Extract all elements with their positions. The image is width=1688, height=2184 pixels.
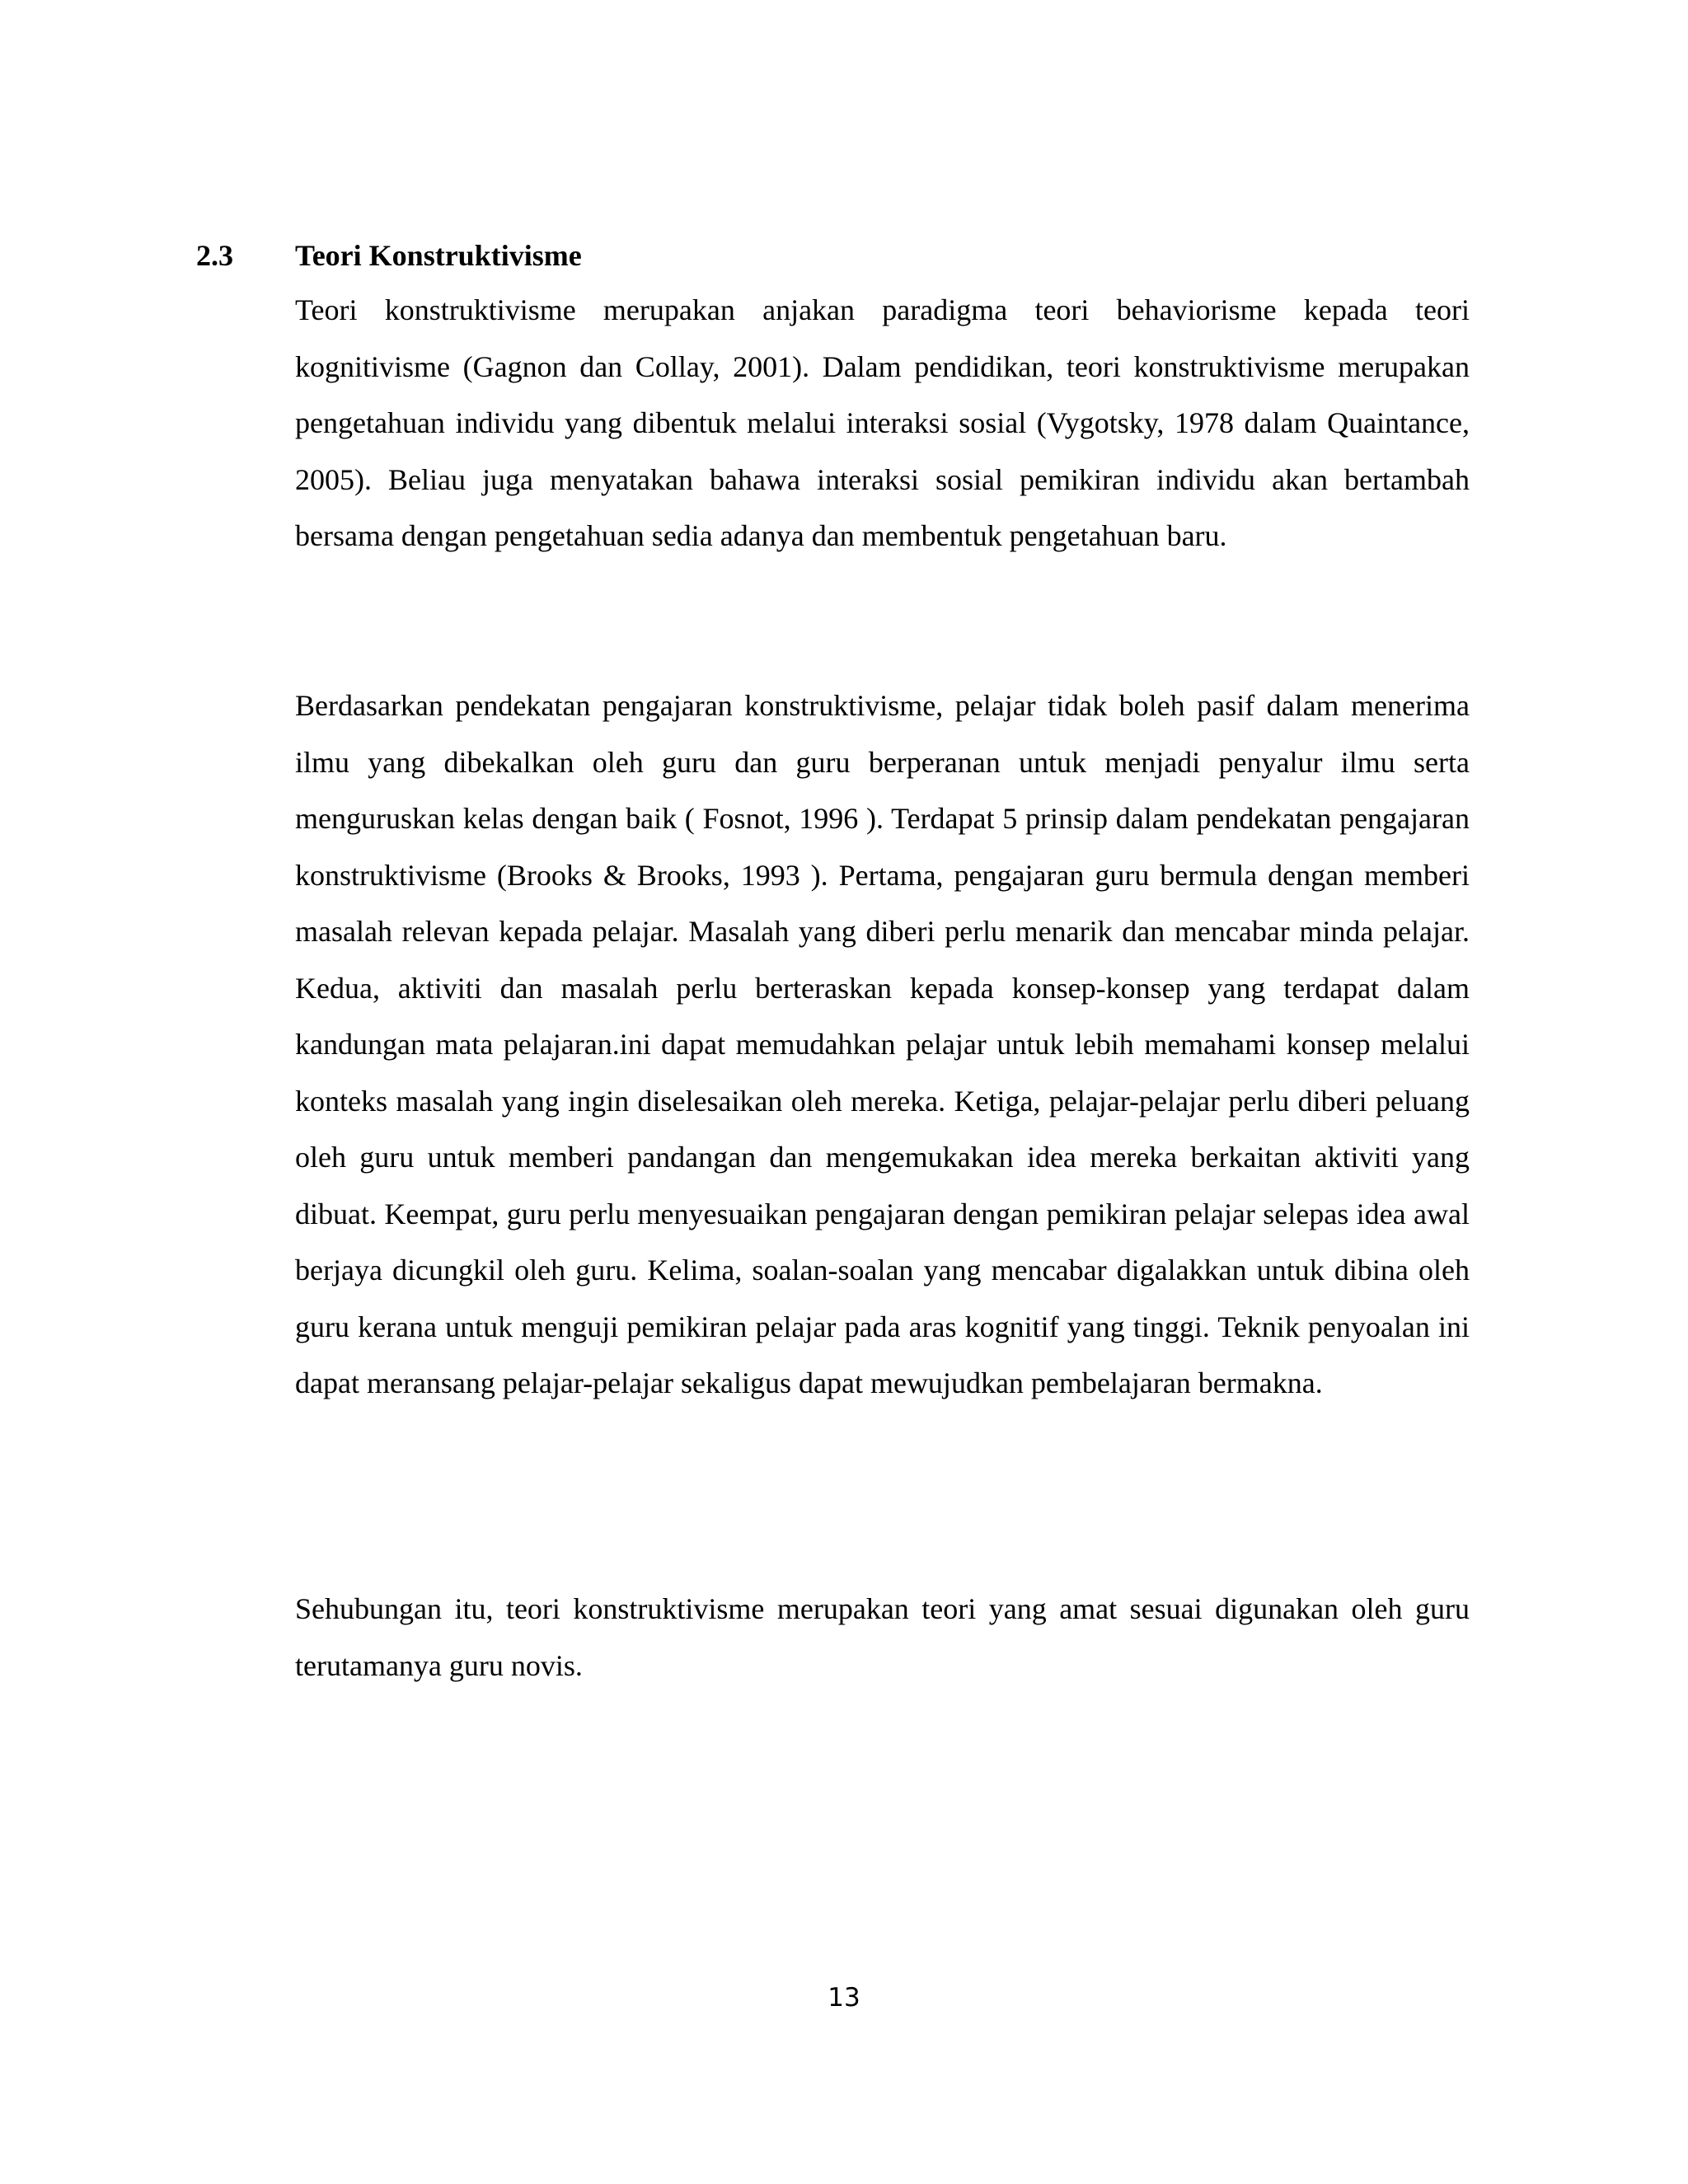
section-heading <box>196 236 582 275</box>
paragraph-1: Teori konstruktivisme merupakan anjakan paradigma teori behaviorisme kepada teori kognitivisme (Gagnon dan Collay, 2001). Dalam pendidikan, teori konstruktivisme merupakan pengetahuan individu yang dibentuk melalui interaksi sosial (Vygotsky, 1978 dalam Quaintance, 2005). Beliau juga menyatakan bahawa interaksi sosial pemikiran individu akan bertambah bersama dengan pengetahuan sedia adanya dan membentuk pengetahuan baru. <box>295 293 1470 552</box>
paragraph-3: Sehubungan itu, teori konstruktivisme merupakan teori yang amat sesuai digunakan oleh guru terutamanya guru novis. <box>295 1592 1470 1682</box>
page-number: 13 <box>828 1983 860 2013</box>
section-number: 2.3 <box>196 239 233 272</box>
paragraph-2: Berdasarkan pendekatan pengajaran konstruktivisme, pelajar tidak boleh pasif dalam menerima ilmu yang dibekalkan oleh guru dan guru berperanan untuk menjadi penyalur ilmu serta menguruskan kelas dengan baik ( Fosnot, 1996 ). Terdapat 5 prinsip dalam pendekatan pengajaran konstruktivisme (Brooks & Brooks, 1993 ). Pertama, pengajaran guru bermula dengan memberi masalah relevan kepada pelajar. Masalah yang diberi perlu menarik dan mencabar minda pelajar. Kedua, aktiviti dan masalah perlu berteraskan kepada konsep-konsep yang terdapat dalam kandungan mata pelajaran.ini dapat memudahkan pelajar untuk lebih memahami konsep melalui konteks masalah yang ingin diselesaikan oleh mereka. Ketiga, pelajar-pelajar perlu diberi peluang oleh guru untuk memberi pandangan dan mengemukakan idea mereka berkaitan aktiviti yang dibuat. Keempat, guru perlu menyesuaikan pengajaran dengan pemikiran pelajar selepas idea awal berjaya dicungkil oleh guru. Kelima, soalan-soalan yang mencabar digalakkan untuk dibina oleh guru kerana untuk menguji pemikiran pelajar pada aras kognitif yang tinggi. Teknik penyoalan ini dapat meransang pelajar-pelajar sekaligus dapat mewujudkan pembelajaran bermakna. <box>295 689 1470 1399</box>
section-title: Teori Konstruktivisme <box>295 239 582 272</box>
